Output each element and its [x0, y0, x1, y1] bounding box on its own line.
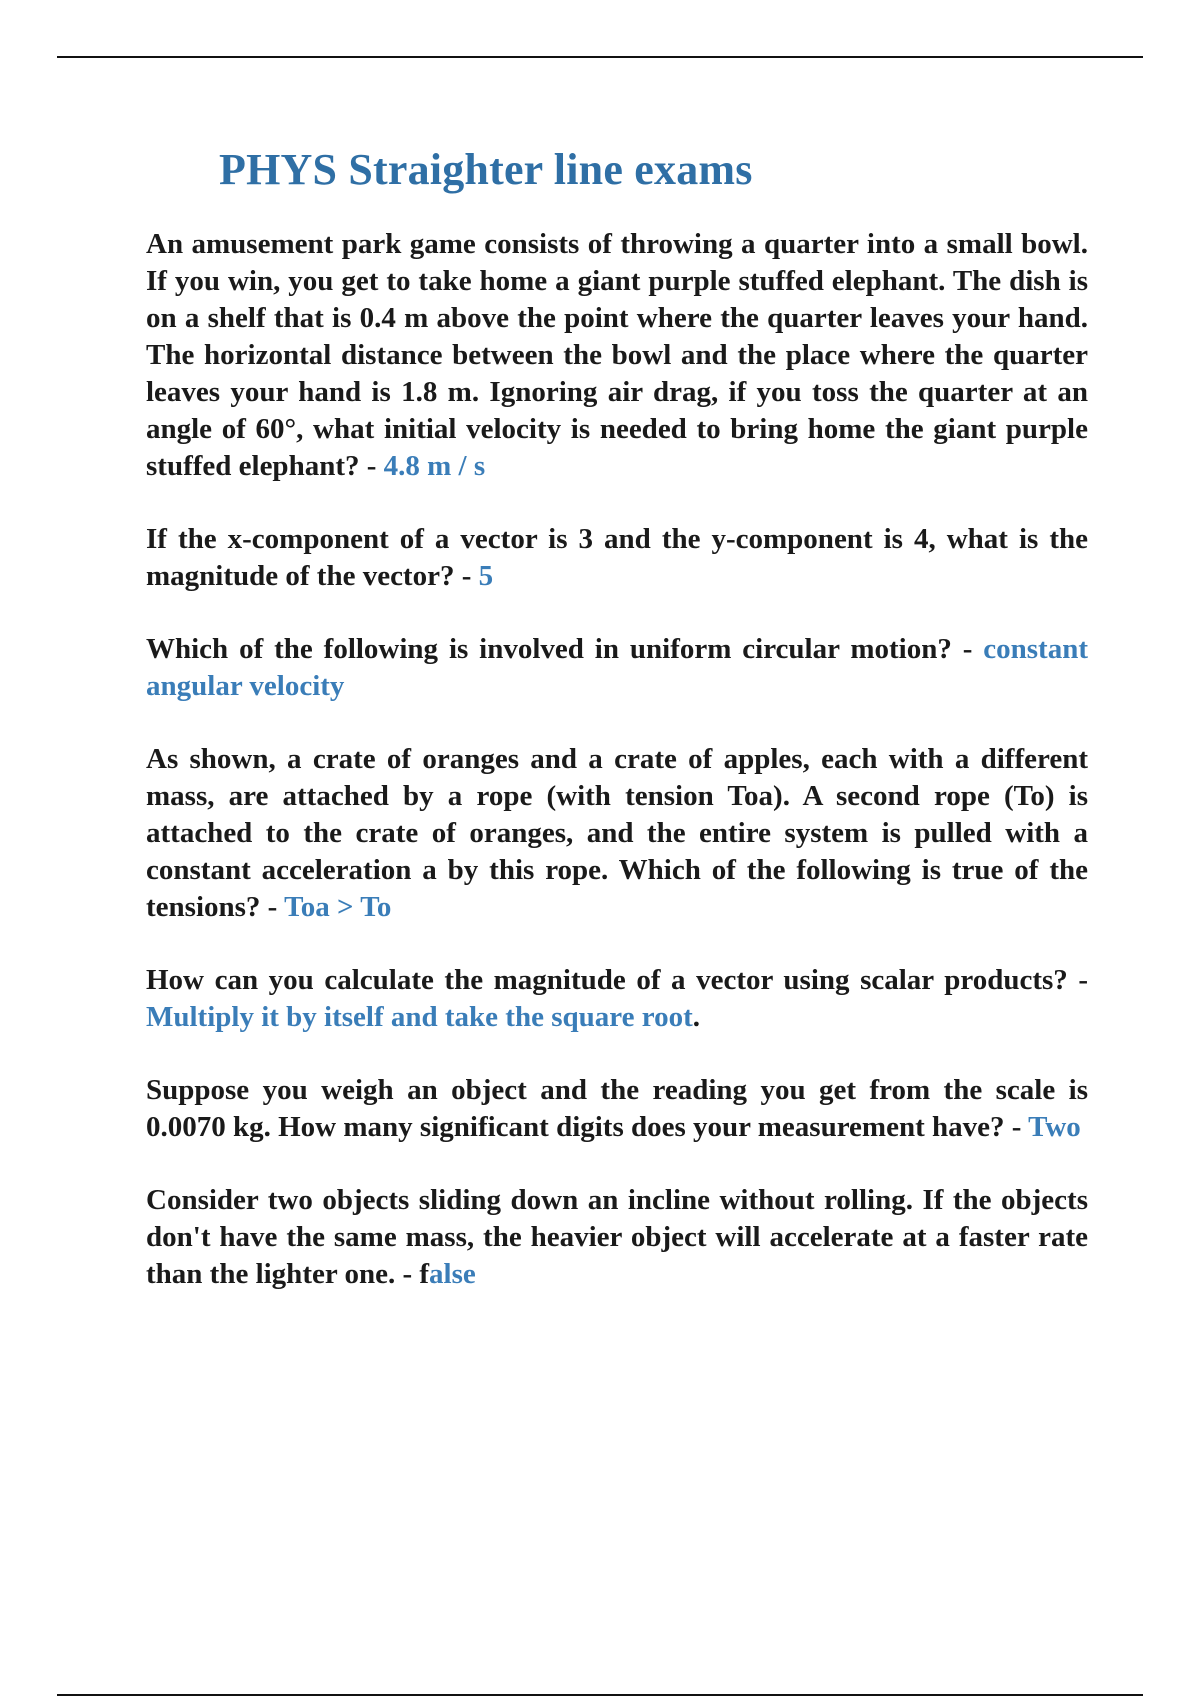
answer-text: Multiply it by itself and take the square root — [146, 1001, 693, 1033]
question-text: If the x-component of a vector is 3 and the y-component is 4, what is the magnitude of the vector? - — [146, 523, 1088, 592]
header-rule — [57, 56, 1143, 58]
question-item — [146, 1182, 1088, 1293]
question-item — [146, 631, 1088, 705]
question-item — [146, 521, 1088, 595]
question-item — [146, 226, 1088, 485]
answer-text: 4.8 m / s — [383, 450, 486, 482]
document-title: PHYS Straighter line exams — [219, 145, 753, 194]
question-item — [146, 741, 1088, 926]
question-text: Which of the following is involved in uniform circular motion? - — [146, 633, 984, 665]
answer-text: constant angular velocity — [146, 633, 1088, 702]
question-text: Consider two objects sliding down an incline without rolling. If the objects don't have the same mass, the heavier object will accelerate at a faster rate than the lighter one. - f — [146, 1184, 1088, 1290]
question-item — [146, 1072, 1088, 1146]
footer-rule — [57, 1694, 1143, 1696]
question-text: How can you calculate the magnitude of a vector using scalar products? - — [146, 964, 1088, 996]
question-text: Suppose you weigh an object and the reading you get from the scale is 0.0070 kg. How many significant digits does your measurement have? - — [146, 1074, 1088, 1143]
question-text: An amusement park game consists of throwing a quarter into a small bowl. If you win, you get to take home a giant purple stuffed elephant. The dish is on a shelf that is 0.4 m above the point where the quarter leaves your hand. The horizontal distance between the bowl and the place where the quarter leaves your hand is 1.8 m. Ignoring air drag, if you toss the quarter at an angle of 60°, what initial velocity is needed to bring home the giant purple stuffed elephant? - — [146, 228, 1088, 482]
answer-tail: . — [692, 1001, 700, 1033]
answer-text: Two — [1028, 1111, 1081, 1143]
question-item — [146, 962, 1088, 1036]
question-text: As shown, a crate of oranges and a crate of apples, each with a different mass, are attached by a rope (with tension Toa). A second rope (To) is attached to the crate of oranges, and the entire system is pulled with a constant acceleration a by this rope. Which of the following is true of the tensions? - — [146, 743, 1088, 923]
answer-text: 5 — [478, 560, 494, 592]
question-list — [146, 226, 1088, 1329]
answer-text: Toa > To — [284, 891, 392, 923]
answer-text: alse — [429, 1258, 476, 1290]
